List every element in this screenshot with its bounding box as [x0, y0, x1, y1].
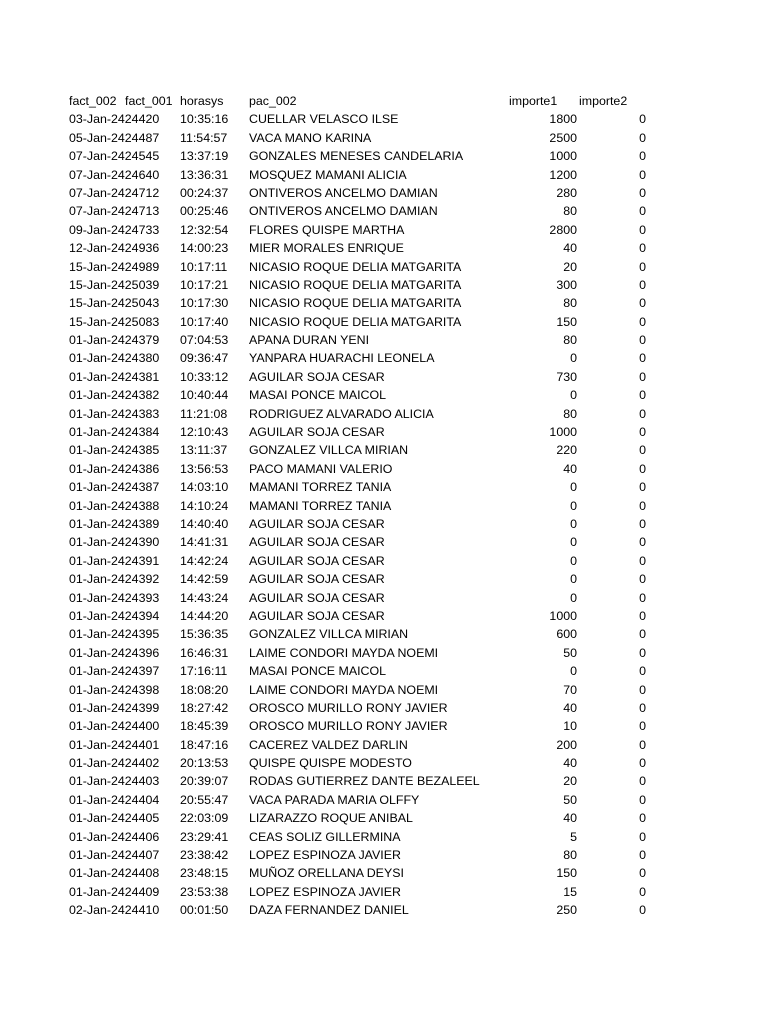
- cell-horasys: 14:00:23: [180, 241, 229, 256]
- cell-fact: 01-Jan-2424390: [69, 535, 160, 550]
- cell-fact: 15-Jan-2425043: [69, 296, 160, 311]
- cell-fact: 01-Jan-2424389: [69, 516, 160, 531]
- cell-importe2: 0: [639, 737, 646, 752]
- cell-pac: LAIME CONDORI MAYDA NOEMI: [249, 645, 439, 660]
- cell-importe2: 0: [639, 222, 646, 237]
- table-row: [0, 202, 768, 220]
- cell-importe1: 80: [563, 204, 577, 219]
- cell-pac: MAMANI TORREZ TANIA: [249, 480, 392, 495]
- cell-importe1: 70: [563, 682, 577, 697]
- table-row: [0, 662, 768, 680]
- cell-importe1: 1000: [549, 425, 577, 440]
- header-horasys: horasys: [180, 94, 224, 108]
- cell-fact: 09-Jan-2424733: [69, 222, 160, 237]
- cell-pac: NICASIO ROQUE DELIA MATGARITA: [249, 314, 462, 329]
- cell-importe1: 80: [563, 296, 577, 311]
- cell-pac: AGUILAR SOJA CESAR: [249, 425, 385, 440]
- cell-fact: 01-Jan-2424396: [69, 645, 160, 660]
- cell-fact: 01-Jan-2424386: [69, 461, 160, 476]
- cell-horasys: 13:37:19: [180, 149, 229, 164]
- header-pac-002: pac_002: [249, 94, 297, 108]
- data-table: [0, 92, 768, 920]
- table-row: [0, 405, 768, 423]
- cell-importe1: 0: [570, 553, 577, 568]
- table-row: [0, 644, 768, 662]
- cell-fact: 07-Jan-2424545: [69, 149, 160, 164]
- table-row: [0, 681, 768, 699]
- table-row: [0, 313, 768, 331]
- cell-fact: 15-Jan-2425083: [69, 314, 160, 329]
- cell-fact: 01-Jan-2424383: [69, 406, 160, 421]
- cell-horasys: 00:24:37: [180, 185, 229, 200]
- cell-fact: 07-Jan-2424713: [69, 204, 160, 219]
- cell-fact: 01-Jan-2424407: [69, 848, 160, 863]
- cell-importe2: 0: [639, 700, 646, 715]
- header-fact-002: fact_002: [69, 94, 117, 108]
- cell-pac: MUÑOZ ORELLANA DEYSI: [249, 866, 404, 881]
- cell-fact: 01-Jan-2424397: [69, 664, 160, 679]
- cell-importe1: 2500: [549, 130, 577, 145]
- cell-horasys: 12:32:54: [180, 222, 229, 237]
- table-row: [0, 147, 768, 165]
- cell-pac: AGUILAR SOJA CESAR: [249, 535, 385, 550]
- cell-importe2: 0: [639, 277, 646, 292]
- table-row: [0, 754, 768, 772]
- cell-horasys: 16:46:31: [180, 645, 229, 660]
- cell-importe2: 0: [639, 645, 646, 660]
- table-row: [0, 221, 768, 239]
- cell-horasys: 10:17:30: [180, 296, 229, 311]
- cell-pac: APANA DURAN YENI: [249, 333, 370, 348]
- table-body: [0, 110, 768, 919]
- table-row: [0, 791, 768, 809]
- cell-importe1: 150: [556, 866, 577, 881]
- table-row: [0, 589, 768, 607]
- cell-importe2: 0: [639, 351, 646, 366]
- cell-fact: 01-Jan-2424409: [69, 884, 160, 899]
- cell-importe2: 0: [639, 369, 646, 384]
- cell-fact: 01-Jan-2424406: [69, 829, 160, 844]
- cell-importe1: 10: [563, 719, 577, 734]
- table-row: [0, 294, 768, 312]
- cell-importe1: 150: [556, 314, 577, 329]
- table-row: [0, 772, 768, 790]
- table-row: [0, 699, 768, 717]
- cell-horasys: 15:36:35: [180, 627, 229, 642]
- cell-importe2: 0: [639, 792, 646, 807]
- cell-fact: 15-Jan-2425039: [69, 277, 160, 292]
- cell-importe1: 1200: [549, 167, 577, 182]
- cell-importe2: 0: [639, 627, 646, 642]
- cell-importe1: 0: [570, 480, 577, 495]
- cell-importe2: 0: [639, 590, 646, 605]
- cell-importe2: 0: [639, 664, 646, 679]
- table-row: [0, 460, 768, 478]
- cell-pac: ONTIVEROS ANCELMO DAMIAN: [249, 185, 438, 200]
- cell-importe1: 1000: [549, 608, 577, 623]
- cell-pac: CEAS SOLIZ GILLERMINA: [249, 829, 401, 844]
- cell-importe2: 0: [639, 149, 646, 164]
- cell-fact: 01-Jan-2424385: [69, 443, 160, 458]
- cell-horasys: 14:41:31: [180, 535, 229, 550]
- cell-pac: MOSQUEZ MAMANI ALICIA: [249, 167, 407, 182]
- cell-pac: CUELLAR VELASCO ILSE: [249, 112, 399, 127]
- cell-horasys: 18:08:20: [180, 682, 229, 697]
- cell-pac: MIER MORALES ENRIQUE: [249, 241, 404, 256]
- cell-pac: YANPARA HUARACHI LEONELA: [249, 351, 435, 366]
- cell-fact: 03-Jan-2424420: [69, 112, 160, 127]
- cell-importe2: 0: [639, 774, 646, 789]
- cell-importe1: 600: [556, 627, 577, 642]
- cell-importe1: 40: [563, 700, 577, 715]
- cell-pac: CACEREZ VALDEZ DARLIN: [249, 737, 408, 752]
- cell-importe2: 0: [639, 241, 646, 256]
- cell-importe2: 0: [639, 425, 646, 440]
- header-row: [0, 92, 768, 110]
- cell-fact: 12-Jan-2424936: [69, 241, 160, 256]
- cell-pac: AGUILAR SOJA CESAR: [249, 553, 385, 568]
- cell-importe1: 15: [563, 884, 577, 899]
- cell-fact: 01-Jan-2424401: [69, 737, 160, 752]
- cell-importe1: 40: [563, 241, 577, 256]
- table-row: [0, 533, 768, 551]
- cell-horasys: 20:39:07: [180, 774, 229, 789]
- cell-horasys: 23:48:15: [180, 866, 229, 881]
- cell-pac: RODAS GUTIERREZ DANTE BEZALEEL: [249, 774, 480, 789]
- table-row: [0, 736, 768, 754]
- cell-horasys: 14:10:24: [180, 498, 229, 513]
- cell-importe1: 80: [563, 333, 577, 348]
- table-row: [0, 129, 768, 147]
- table-row: [0, 901, 768, 919]
- cell-pac: GONZALEZ VILLCA MIRIAN: [249, 443, 409, 458]
- cell-importe2: 0: [639, 204, 646, 219]
- cell-pac: NICASIO ROQUE DELIA MATGARITA: [249, 259, 462, 274]
- cell-importe1: 300: [556, 277, 577, 292]
- cell-pac: QUISPE QUISPE MODESTO: [249, 756, 412, 771]
- cell-fact: 01-Jan-2424387: [69, 480, 160, 495]
- cell-importe1: 20: [563, 774, 577, 789]
- cell-importe2: 0: [639, 259, 646, 274]
- cell-fact: 01-Jan-2424391: [69, 553, 160, 568]
- cell-pac: VACA PARADA MARIA OLFFY: [249, 792, 420, 807]
- table-row: [0, 809, 768, 827]
- header-importe2: importe2: [579, 94, 628, 108]
- table-row: [0, 717, 768, 735]
- cell-horasys: 13:36:31: [180, 167, 229, 182]
- cell-pac: LOPEZ ESPINOZA JAVIER: [249, 884, 401, 899]
- cell-importe1: 0: [570, 498, 577, 513]
- cell-importe2: 0: [639, 866, 646, 881]
- cell-importe1: 2800: [549, 222, 577, 237]
- cell-importe2: 0: [639, 516, 646, 531]
- table-row: [0, 846, 768, 864]
- table-row: [0, 349, 768, 367]
- cell-pac: AGUILAR SOJA CESAR: [249, 608, 385, 623]
- cell-importe1: 0: [570, 664, 577, 679]
- table-row: [0, 570, 768, 588]
- cell-importe1: 40: [563, 811, 577, 826]
- cell-importe2: 0: [639, 296, 646, 311]
- cell-pac: MASAI PONCE MAICOL: [249, 388, 387, 403]
- cell-fact: 01-Jan-2424403: [69, 774, 160, 789]
- cell-fact: 01-Jan-2424384: [69, 425, 160, 440]
- cell-fact: 01-Jan-2424405: [69, 811, 160, 826]
- cell-fact: 01-Jan-2424408: [69, 866, 160, 881]
- cell-importe2: 0: [639, 130, 646, 145]
- cell-importe2: 0: [639, 829, 646, 844]
- cell-fact: 01-Jan-2424388: [69, 498, 160, 513]
- cell-importe1: 730: [556, 369, 577, 384]
- cell-importe2: 0: [639, 333, 646, 348]
- cell-importe1: 200: [556, 737, 577, 752]
- cell-horasys: 07:04:53: [180, 333, 229, 348]
- cell-horasys: 18:45:39: [180, 719, 229, 734]
- cell-horasys: 23:53:38: [180, 884, 229, 899]
- cell-horasys: 14:40:40: [180, 516, 229, 531]
- cell-importe2: 0: [639, 572, 646, 587]
- cell-fact: 01-Jan-2424395: [69, 627, 160, 642]
- table-row: [0, 258, 768, 276]
- cell-importe1: 0: [570, 590, 577, 605]
- cell-importe2: 0: [639, 388, 646, 403]
- cell-importe2: 0: [639, 461, 646, 476]
- cell-importe2: 0: [639, 480, 646, 495]
- cell-importe2: 0: [639, 848, 646, 863]
- cell-fact: 01-Jan-2424392: [69, 572, 160, 587]
- cell-horasys: 13:56:53: [180, 461, 229, 476]
- cell-fact: 01-Jan-2424398: [69, 682, 160, 697]
- cell-fact: 01-Jan-2424404: [69, 792, 160, 807]
- cell-horasys: 14:42:59: [180, 572, 229, 587]
- cell-importe2: 0: [639, 553, 646, 568]
- cell-fact: 15-Jan-2424989: [69, 259, 160, 274]
- cell-horasys: 23:29:41: [180, 829, 229, 844]
- cell-horasys: 10:35:16: [180, 112, 229, 127]
- cell-pac: ONTIVEROS ANCELMO DAMIAN: [249, 204, 438, 219]
- cell-fact: 05-Jan-2424487: [69, 130, 160, 145]
- table-row: [0, 883, 768, 901]
- cell-importe1: 0: [570, 535, 577, 550]
- cell-horasys: 14:43:24: [180, 590, 229, 605]
- cell-horasys: 14:44:20: [180, 608, 229, 623]
- cell-horasys: 20:13:53: [180, 756, 229, 771]
- cell-pac: OROSCO MURILLO RONY JAVIER: [249, 719, 448, 734]
- cell-importe2: 0: [639, 903, 646, 918]
- cell-importe2: 0: [639, 535, 646, 550]
- cell-pac: RODRIGUEZ ALVARADO ALICIA: [249, 406, 434, 421]
- cell-horasys: 18:47:16: [180, 737, 229, 752]
- table-row: [0, 110, 768, 128]
- cell-importe2: 0: [639, 185, 646, 200]
- table-row: [0, 515, 768, 533]
- cell-fact: 01-Jan-2424379: [69, 333, 160, 348]
- cell-horasys: 22:03:09: [180, 811, 229, 826]
- cell-importe2: 0: [639, 608, 646, 623]
- cell-fact: 01-Jan-2424381: [69, 369, 160, 384]
- cell-fact: 07-Jan-2424640: [69, 167, 160, 182]
- cell-importe2: 0: [639, 719, 646, 734]
- table-row: [0, 368, 768, 386]
- cell-importe2: 0: [639, 682, 646, 697]
- table-row: [0, 828, 768, 846]
- cell-importe1: 0: [570, 572, 577, 587]
- cell-importe1: 20: [563, 259, 577, 274]
- cell-horasys: 23:38:42: [180, 848, 229, 863]
- cell-pac: AGUILAR SOJA CESAR: [249, 516, 385, 531]
- cell-importe1: 220: [556, 443, 577, 458]
- cell-pac: LIZARAZZO ROQUE ANIBAL: [249, 811, 413, 826]
- cell-importe1: 40: [563, 461, 577, 476]
- cell-pac: GONZALEZ VILLCA MIRIAN: [249, 627, 409, 642]
- cell-pac: OROSCO MURILLO RONY JAVIER: [249, 700, 448, 715]
- table-row: [0, 166, 768, 184]
- cell-importe1: 1000: [549, 149, 577, 164]
- cell-horasys: 14:03:10: [180, 480, 229, 495]
- cell-pac: DAZA FERNANDEZ DANIEL: [249, 903, 409, 918]
- cell-horasys: 13:11:37: [180, 443, 228, 458]
- cell-importe1: 0: [570, 388, 577, 403]
- cell-horasys: 17:16:11: [180, 664, 228, 679]
- cell-importe2: 0: [639, 314, 646, 329]
- cell-horasys: 10:33:12: [180, 369, 229, 384]
- cell-pac: AGUILAR SOJA CESAR: [249, 590, 385, 605]
- cell-horasys: 10:40:44: [180, 388, 229, 403]
- table-row: [0, 184, 768, 202]
- table-row: [0, 864, 768, 882]
- cell-pac: PACO MAMANI VALERIO: [249, 461, 393, 476]
- table-row: [0, 625, 768, 643]
- cell-importe1: 80: [563, 406, 577, 421]
- cell-importe2: 0: [639, 498, 646, 513]
- cell-horasys: 10:17:40: [180, 314, 229, 329]
- cell-horasys: 18:27:42: [180, 700, 229, 715]
- cell-pac: VACA MANO KARINA: [249, 130, 372, 145]
- cell-pac: AGUILAR SOJA CESAR: [249, 369, 385, 384]
- cell-pac: LOPEZ ESPINOZA JAVIER: [249, 848, 401, 863]
- cell-horasys: 14:42:24: [180, 553, 229, 568]
- cell-importe1: 280: [556, 185, 577, 200]
- cell-pac: FLORES QUISPE MARTHA: [249, 222, 405, 237]
- cell-horasys: 12:10:43: [180, 425, 229, 440]
- cell-importe1: 0: [570, 351, 577, 366]
- cell-fact: 07-Jan-2424712: [69, 185, 160, 200]
- cell-fact: 01-Jan-2424380: [69, 351, 160, 366]
- table-row: [0, 331, 768, 349]
- cell-fact: 01-Jan-2424382: [69, 388, 160, 403]
- table-row: [0, 552, 768, 570]
- cell-importe1: 80: [563, 848, 577, 863]
- table-row: [0, 239, 768, 257]
- cell-pac: MASAI PONCE MAICOL: [249, 664, 387, 679]
- cell-importe1: 50: [563, 645, 577, 660]
- cell-horasys: 10:17:11: [180, 259, 228, 274]
- cell-importe1: 250: [556, 903, 577, 918]
- table-row: [0, 607, 768, 625]
- cell-horasys: 00:25:46: [180, 204, 229, 219]
- cell-fact: 01-Jan-2424402: [69, 756, 160, 771]
- header-importe1: importe1: [509, 94, 558, 108]
- cell-importe1: 0: [570, 516, 577, 531]
- cell-importe2: 0: [639, 167, 646, 182]
- cell-pac: MAMANI TORREZ TANIA: [249, 498, 392, 513]
- table-row: [0, 497, 768, 515]
- table-row: [0, 386, 768, 404]
- table-row: [0, 276, 768, 294]
- cell-importe2: 0: [639, 406, 646, 421]
- cell-fact: 01-Jan-2424400: [69, 719, 160, 734]
- cell-importe1: 5: [570, 829, 577, 844]
- cell-fact: 01-Jan-2424394: [69, 608, 160, 623]
- cell-importe2: 0: [639, 884, 646, 899]
- cell-importe2: 0: [639, 811, 646, 826]
- cell-horasys: 20:55:47: [180, 792, 229, 807]
- cell-horasys: 00:01:50: [180, 903, 229, 918]
- table-row: [0, 423, 768, 441]
- cell-importe1: 50: [563, 792, 577, 807]
- cell-importe2: 0: [639, 443, 646, 458]
- cell-pac: NICASIO ROQUE DELIA MATGARITA: [249, 296, 462, 311]
- header-fact-001: fact_001: [125, 94, 173, 108]
- cell-horasys: 11:21:08: [180, 406, 228, 421]
- cell-fact: 01-Jan-2424399: [69, 700, 160, 715]
- cell-pac: NICASIO ROQUE DELIA MATGARITA: [249, 277, 462, 292]
- cell-pac: LAIME CONDORI MAYDA NOEMI: [249, 682, 439, 697]
- cell-fact: 01-Jan-2424393: [69, 590, 160, 605]
- table-row: [0, 441, 768, 459]
- cell-importe2: 0: [639, 756, 646, 771]
- table-row: [0, 478, 768, 496]
- cell-horasys: 09:36:47: [180, 351, 229, 366]
- cell-pac: AGUILAR SOJA CESAR: [249, 572, 385, 587]
- cell-importe1: 40: [563, 756, 577, 771]
- cell-importe2: 0: [639, 112, 646, 127]
- cell-horasys: 10:17:21: [180, 277, 229, 292]
- cell-pac: GONZALES MENESES CANDELARIA: [249, 149, 464, 164]
- cell-importe1: 1800: [549, 112, 577, 127]
- cell-horasys: 11:54:57: [180, 130, 228, 145]
- cell-fact: 02-Jan-2424410: [69, 903, 160, 918]
